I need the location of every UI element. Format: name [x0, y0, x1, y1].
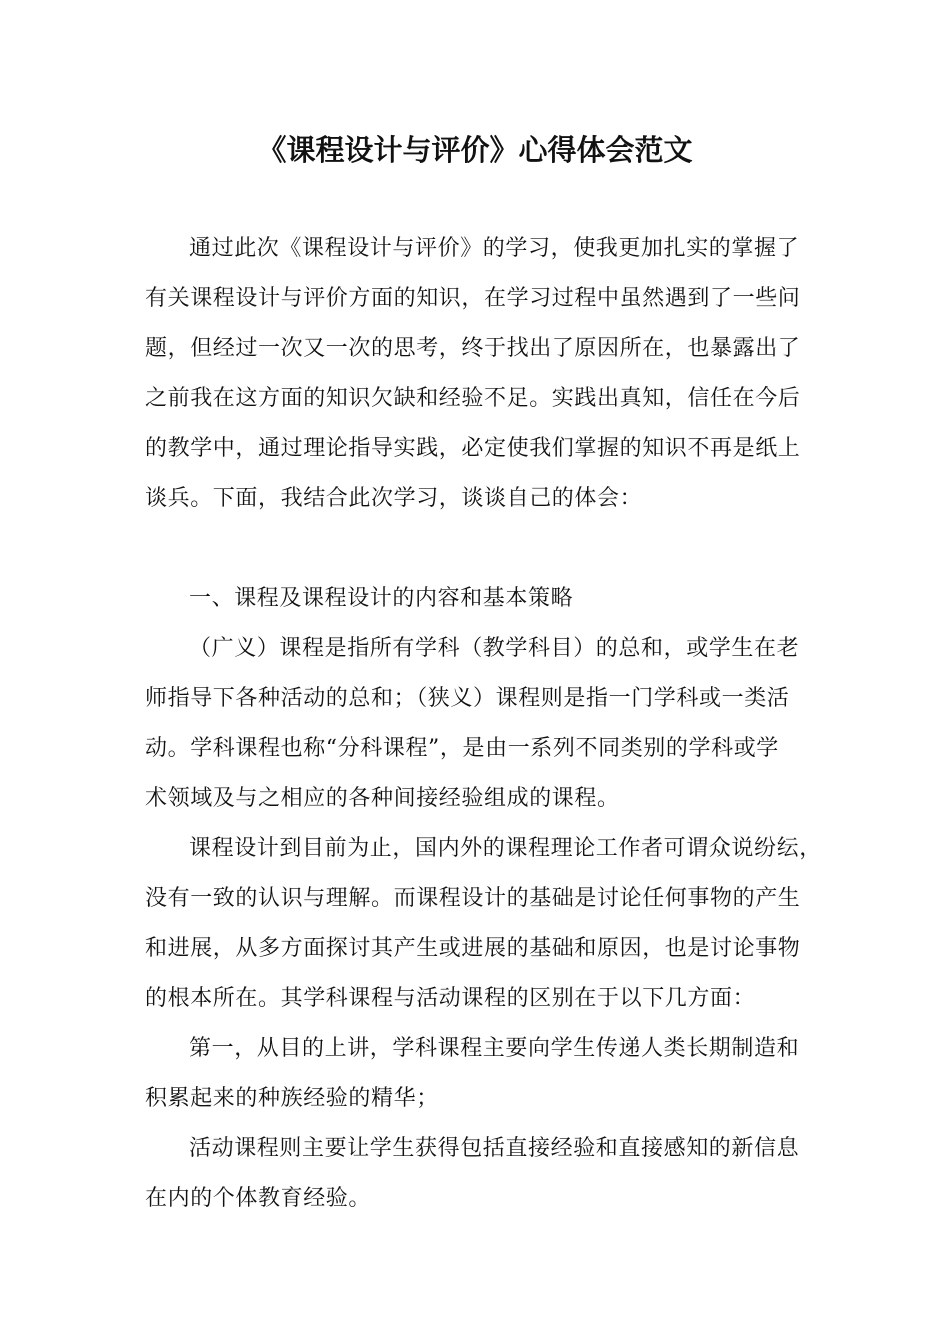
paragraph-1-line-4: 之前我在这方面的知识欠缺和经验不足。实践出真知，信任在今后	[145, 386, 801, 411]
section-heading: 一、课程及课程设计的内容和基本策略	[189, 586, 574, 611]
paragraph-1-line-5: 的教学中，通过理论指导实践，必定使我们掌握的知识不再是纸上	[145, 436, 801, 461]
paragraph-1-line-3: 题，但经过一次又一次的思考，终于找出了原因所在，也暴露出了	[145, 336, 801, 361]
paragraph-3-line-2: 师指导下各种活动的总和；（狭义）课程则是指一门学科或一类活	[145, 686, 790, 711]
paragraph-4-line-2: 没有一致的认识与理解。而课程设计的基础是讨论任何事物的产生	[145, 886, 801, 911]
paragraph-5-line-1: 第一，从目的上讲，学科课程主要向学生传递人类长期制造和	[189, 1036, 800, 1061]
paragraph-4-line-3: 和进展，从多方面探讨其产生或进展的基础和原因，也是讨论事物	[145, 936, 801, 961]
paragraph-3-line-1: （广义）课程是指所有学科（教学科目）的总和，或学生在老	[189, 636, 800, 661]
paragraph-1-line-2: 有关课程设计与评价方面的知识，在学习过程中虽然遇到了一些问	[145, 286, 801, 311]
paragraph-6-line-2: 在内的个体教育经验。	[145, 1186, 372, 1211]
paragraph-3-line-3: 动。学科课程也称“分科课程”，是由一系列不同类别的学科或学	[145, 736, 779, 761]
paragraph-6-line-1: 活动课程则主要让学生获得包括直接经验和直接感知的新信息	[189, 1136, 800, 1161]
document-title: 《课程设计与评价》心得体会范文	[257, 133, 693, 167]
paragraph-1-line-6: 谈兵。下面，我结合此次学习，谈谈自己的体会：	[145, 486, 643, 511]
paragraph-4-line-4: 的根本所在。其学科课程与活动课程的区别在于以下几方面：	[145, 986, 756, 1011]
paragraph-1-line-1: 通过此次《课程设计与评价》的学习，使我更加扎实的掌握了	[189, 236, 800, 261]
paragraph-5-line-2: 积累起来的种族经验的精华；	[145, 1086, 439, 1111]
paragraph-4-line-1: 课程设计到目前为止，国内外的课程理论工作者可谓众说纷纭，	[189, 836, 822, 861]
paragraph-3-line-4: 术领域及与之相应的各种间接经验组成的课程。	[145, 786, 620, 811]
